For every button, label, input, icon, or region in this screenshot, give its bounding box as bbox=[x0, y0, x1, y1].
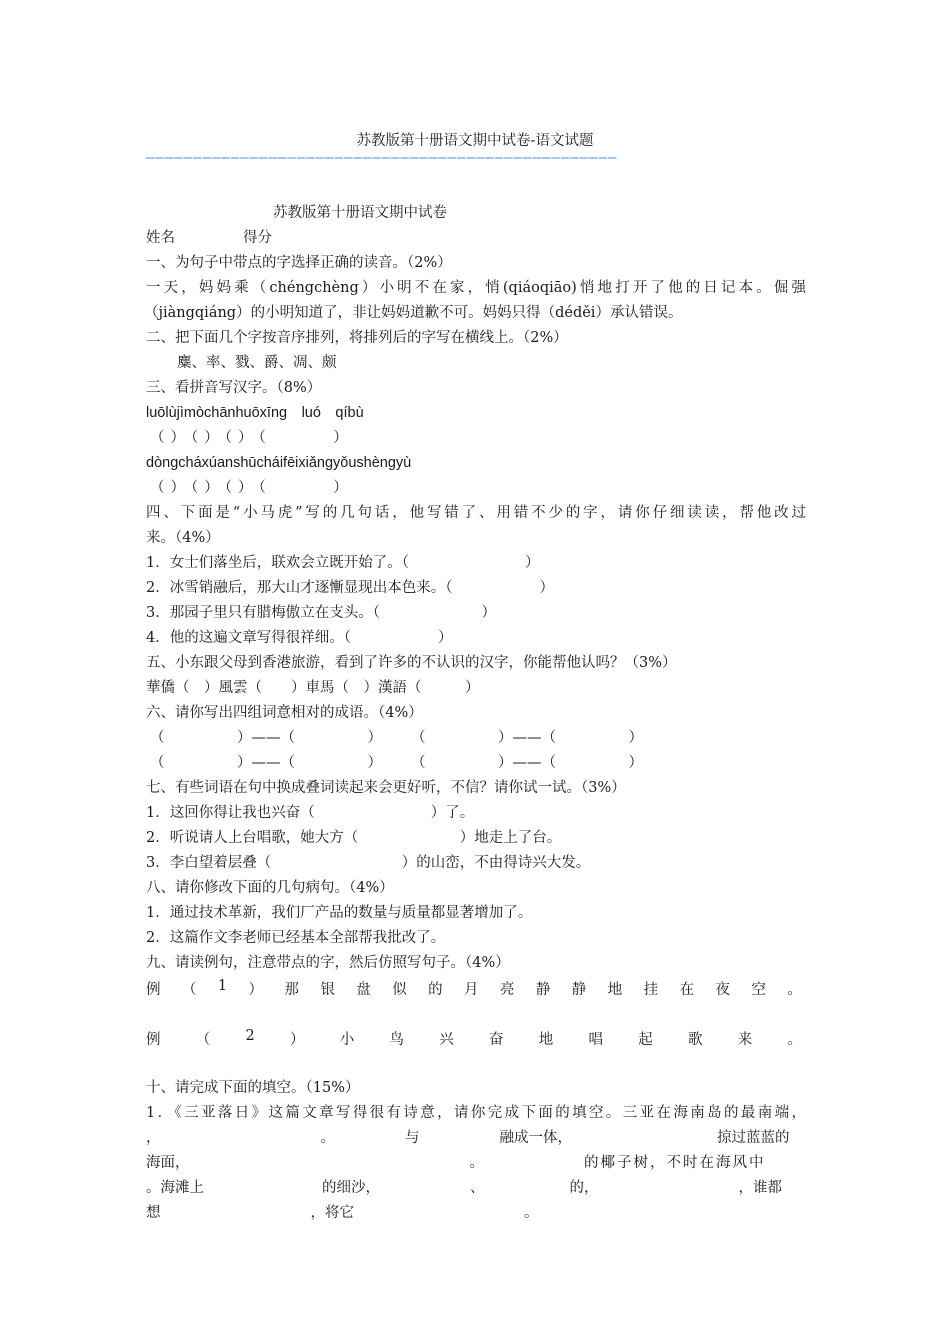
example-char: 唱 bbox=[588, 1032, 603, 1048]
fill-text: 。 bbox=[524, 1205, 539, 1221]
example-char: 兴 bbox=[439, 1032, 454, 1048]
example-char: 静 bbox=[535, 982, 551, 998]
example-char: 。 bbox=[787, 1032, 802, 1048]
example-char: 银 bbox=[320, 982, 335, 998]
example-char: 例 bbox=[146, 982, 161, 998]
q4-item2: 2．冰雪销融后，那大山才逐慚显现出本色来。（ ） bbox=[146, 580, 554, 596]
q6-row1: （ ）——（ ） （ ）——（ ） bbox=[150, 730, 643, 746]
q9-example1 bbox=[146, 978, 802, 999]
score-label: 得分 bbox=[243, 230, 272, 246]
fill-text: 。海滩上 bbox=[146, 1180, 204, 1196]
example-char: 歌 bbox=[687, 1032, 703, 1048]
example-char: 奋 bbox=[488, 1032, 504, 1048]
q9-example2 bbox=[146, 1028, 802, 1049]
q7-item3: 3．李白望着层叠（ ）的山峦，不由得诗兴大发。 bbox=[146, 855, 591, 871]
header-divider: —————————————————————————————————————————————————— bbox=[146, 150, 618, 166]
q6-row2: （ ）——（ ） （ ）——（ ） bbox=[150, 755, 643, 771]
q2-chars: 麋、率、戮、爵、凋、颇 bbox=[177, 355, 337, 371]
q6-heading: 六、请你写出四组词意相对的成语。（4%） bbox=[146, 705, 423, 721]
q3-pinyin1: luōlùjìmòchānhuōxīng luó qíbù bbox=[146, 405, 364, 421]
document-header-title: 苏教版第十册语文期中试卷-语文试题 bbox=[356, 133, 594, 149]
fill-text: 、 bbox=[470, 1180, 485, 1196]
example-char: 挂 bbox=[643, 982, 659, 998]
q3-pinyin2: dòngcháxúanshūcháifēixiǎngyǒushèngyù bbox=[146, 455, 412, 471]
q5-items: 華僑（ ）風雲（ ）車馬（ ）漢語（ ） bbox=[146, 680, 480, 696]
example-char: （ bbox=[195, 1032, 211, 1048]
fill-text: 。 bbox=[469, 1155, 484, 1171]
q4-heading-line1: 四、下面是“小马虎”写的几句话，他写错了、用错不少的字，请你仔细读读，帮他改过 bbox=[146, 505, 806, 521]
fill-text: 的细沙， bbox=[322, 1180, 380, 1196]
example-char: 来 bbox=[737, 1032, 753, 1048]
example-char: 静 bbox=[571, 982, 587, 998]
q10-item1-line5 bbox=[146, 1203, 539, 1223]
q8-item1: 1．通过技术革新，我们厂产品的数量与质量都显著增加了。 bbox=[146, 905, 533, 921]
fill-text: 的椰子树，不时在海风中 bbox=[584, 1155, 766, 1171]
example-char: （ bbox=[181, 982, 197, 998]
example-char: 月 bbox=[464, 982, 479, 998]
example-char: 起 bbox=[638, 1032, 653, 1048]
example-char: 2 bbox=[245, 1028, 255, 1044]
example-char: 在 bbox=[679, 982, 695, 998]
example-char: 鸟 bbox=[389, 1032, 404, 1048]
q3-blanks1: （）（）（）（ ） bbox=[150, 430, 354, 446]
q7-item2: 2．听说请人上台唱歌，她大方（ ）地走上了台。 bbox=[146, 830, 562, 846]
example-char: 盘 bbox=[356, 982, 371, 998]
fill-text: 海面， bbox=[146, 1155, 190, 1171]
q3-blanks2: （）（）（）（ ） bbox=[150, 480, 354, 496]
q4-item1: 1．女士们落坐后，联欢会立既开始了。（ ） bbox=[146, 555, 540, 571]
example-char: ） bbox=[248, 982, 263, 998]
fill-text: 掠过蓝蓝的 bbox=[717, 1130, 790, 1146]
example-char: 地 bbox=[607, 982, 623, 998]
q2-heading: 二、把下面几个字按音序排列，将排列后的字写在横线上。（2%） bbox=[146, 330, 568, 346]
example-char: 亮 bbox=[499, 982, 515, 998]
example-char: 夜 bbox=[715, 982, 730, 998]
name-field-label bbox=[146, 228, 272, 248]
example-char: 。 bbox=[787, 982, 802, 998]
q4-item4: 4．他的这遍文章写得很祥细。（ ） bbox=[146, 630, 453, 646]
example-char: ） bbox=[289, 1032, 305, 1048]
q4-heading-line2: 来。（4%） bbox=[146, 530, 220, 546]
example-char: 空 bbox=[751, 982, 766, 998]
fill-text: 。 bbox=[320, 1130, 335, 1146]
fill-text: ，将它 bbox=[310, 1205, 354, 1221]
q10-item1-line2 bbox=[146, 1128, 790, 1148]
example-char: 1 bbox=[217, 978, 228, 994]
example-char: 地 bbox=[538, 1032, 554, 1048]
q10-item1-line1: 1．《三亚落日》这篇文章写得很有诗意，请你完成下面的填空。三亚在海南岛的最南端， bbox=[146, 1105, 806, 1121]
q1-line2: （jiàngqiáng）的小明知道了，非让妈妈道歉不可。妈妈只得（déděi）承认错误。 bbox=[144, 305, 683, 321]
fill-text: 想 bbox=[146, 1205, 161, 1221]
fill-text: 的， bbox=[569, 1180, 599, 1196]
fill-text: 与 bbox=[405, 1130, 420, 1146]
paper-title: 苏教版第十册语文期中试卷 bbox=[273, 205, 447, 221]
q1-line1: 一天，妈妈乘（chéngchèng）小明不在家，悄(qiáoqiāo)悄地打开了他的日记本。倔强 bbox=[146, 280, 806, 296]
fill-text: ，谁都 bbox=[738, 1180, 782, 1196]
q3-heading: 三、看拼音写汉字。（8%） bbox=[146, 380, 322, 396]
q10-item1-line3 bbox=[146, 1153, 766, 1173]
q7-heading: 七、有些词语在句中换成叠词读起来会更好听，不信？请你试一试。（3%） bbox=[146, 780, 626, 796]
example-char: 例 bbox=[146, 1032, 161, 1048]
q1-heading: 一、为句子中带点的字选择正确的读音。（2%） bbox=[146, 255, 452, 271]
example-char: 那 bbox=[284, 982, 299, 998]
fill-text: 融成一体， bbox=[499, 1130, 572, 1146]
q7-item1: 1．这回你得让我也兴奋（ ）了。 bbox=[146, 805, 475, 821]
q8-heading: 八、请你修改下面的几句病句。（4%） bbox=[146, 880, 394, 896]
q8-item2: 2．这篇作文李老师已经基本全部帮我批改了。 bbox=[146, 930, 446, 946]
example-char: 似 bbox=[392, 982, 407, 998]
fill-text: ， bbox=[146, 1130, 161, 1146]
example-char: 小 bbox=[339, 1032, 355, 1048]
q10-item1-line4 bbox=[146, 1178, 782, 1198]
example-char: 的 bbox=[428, 982, 443, 998]
q5-heading: 五、小东跟父母到香港旅游，看到了许多的不认识的汉字，你能帮他认吗？（3%） bbox=[146, 655, 677, 671]
q9-heading: 九、请读例句，注意带点的字，然后仿照写句子。（4%） bbox=[146, 955, 510, 971]
q4-item3: 3．那园子里只有腊梅傲立在支头。（ ） bbox=[146, 605, 496, 621]
name-label: 姓名 bbox=[146, 230, 175, 246]
q10-heading: 十、请完成下面的填空。（15%） bbox=[146, 1080, 360, 1096]
